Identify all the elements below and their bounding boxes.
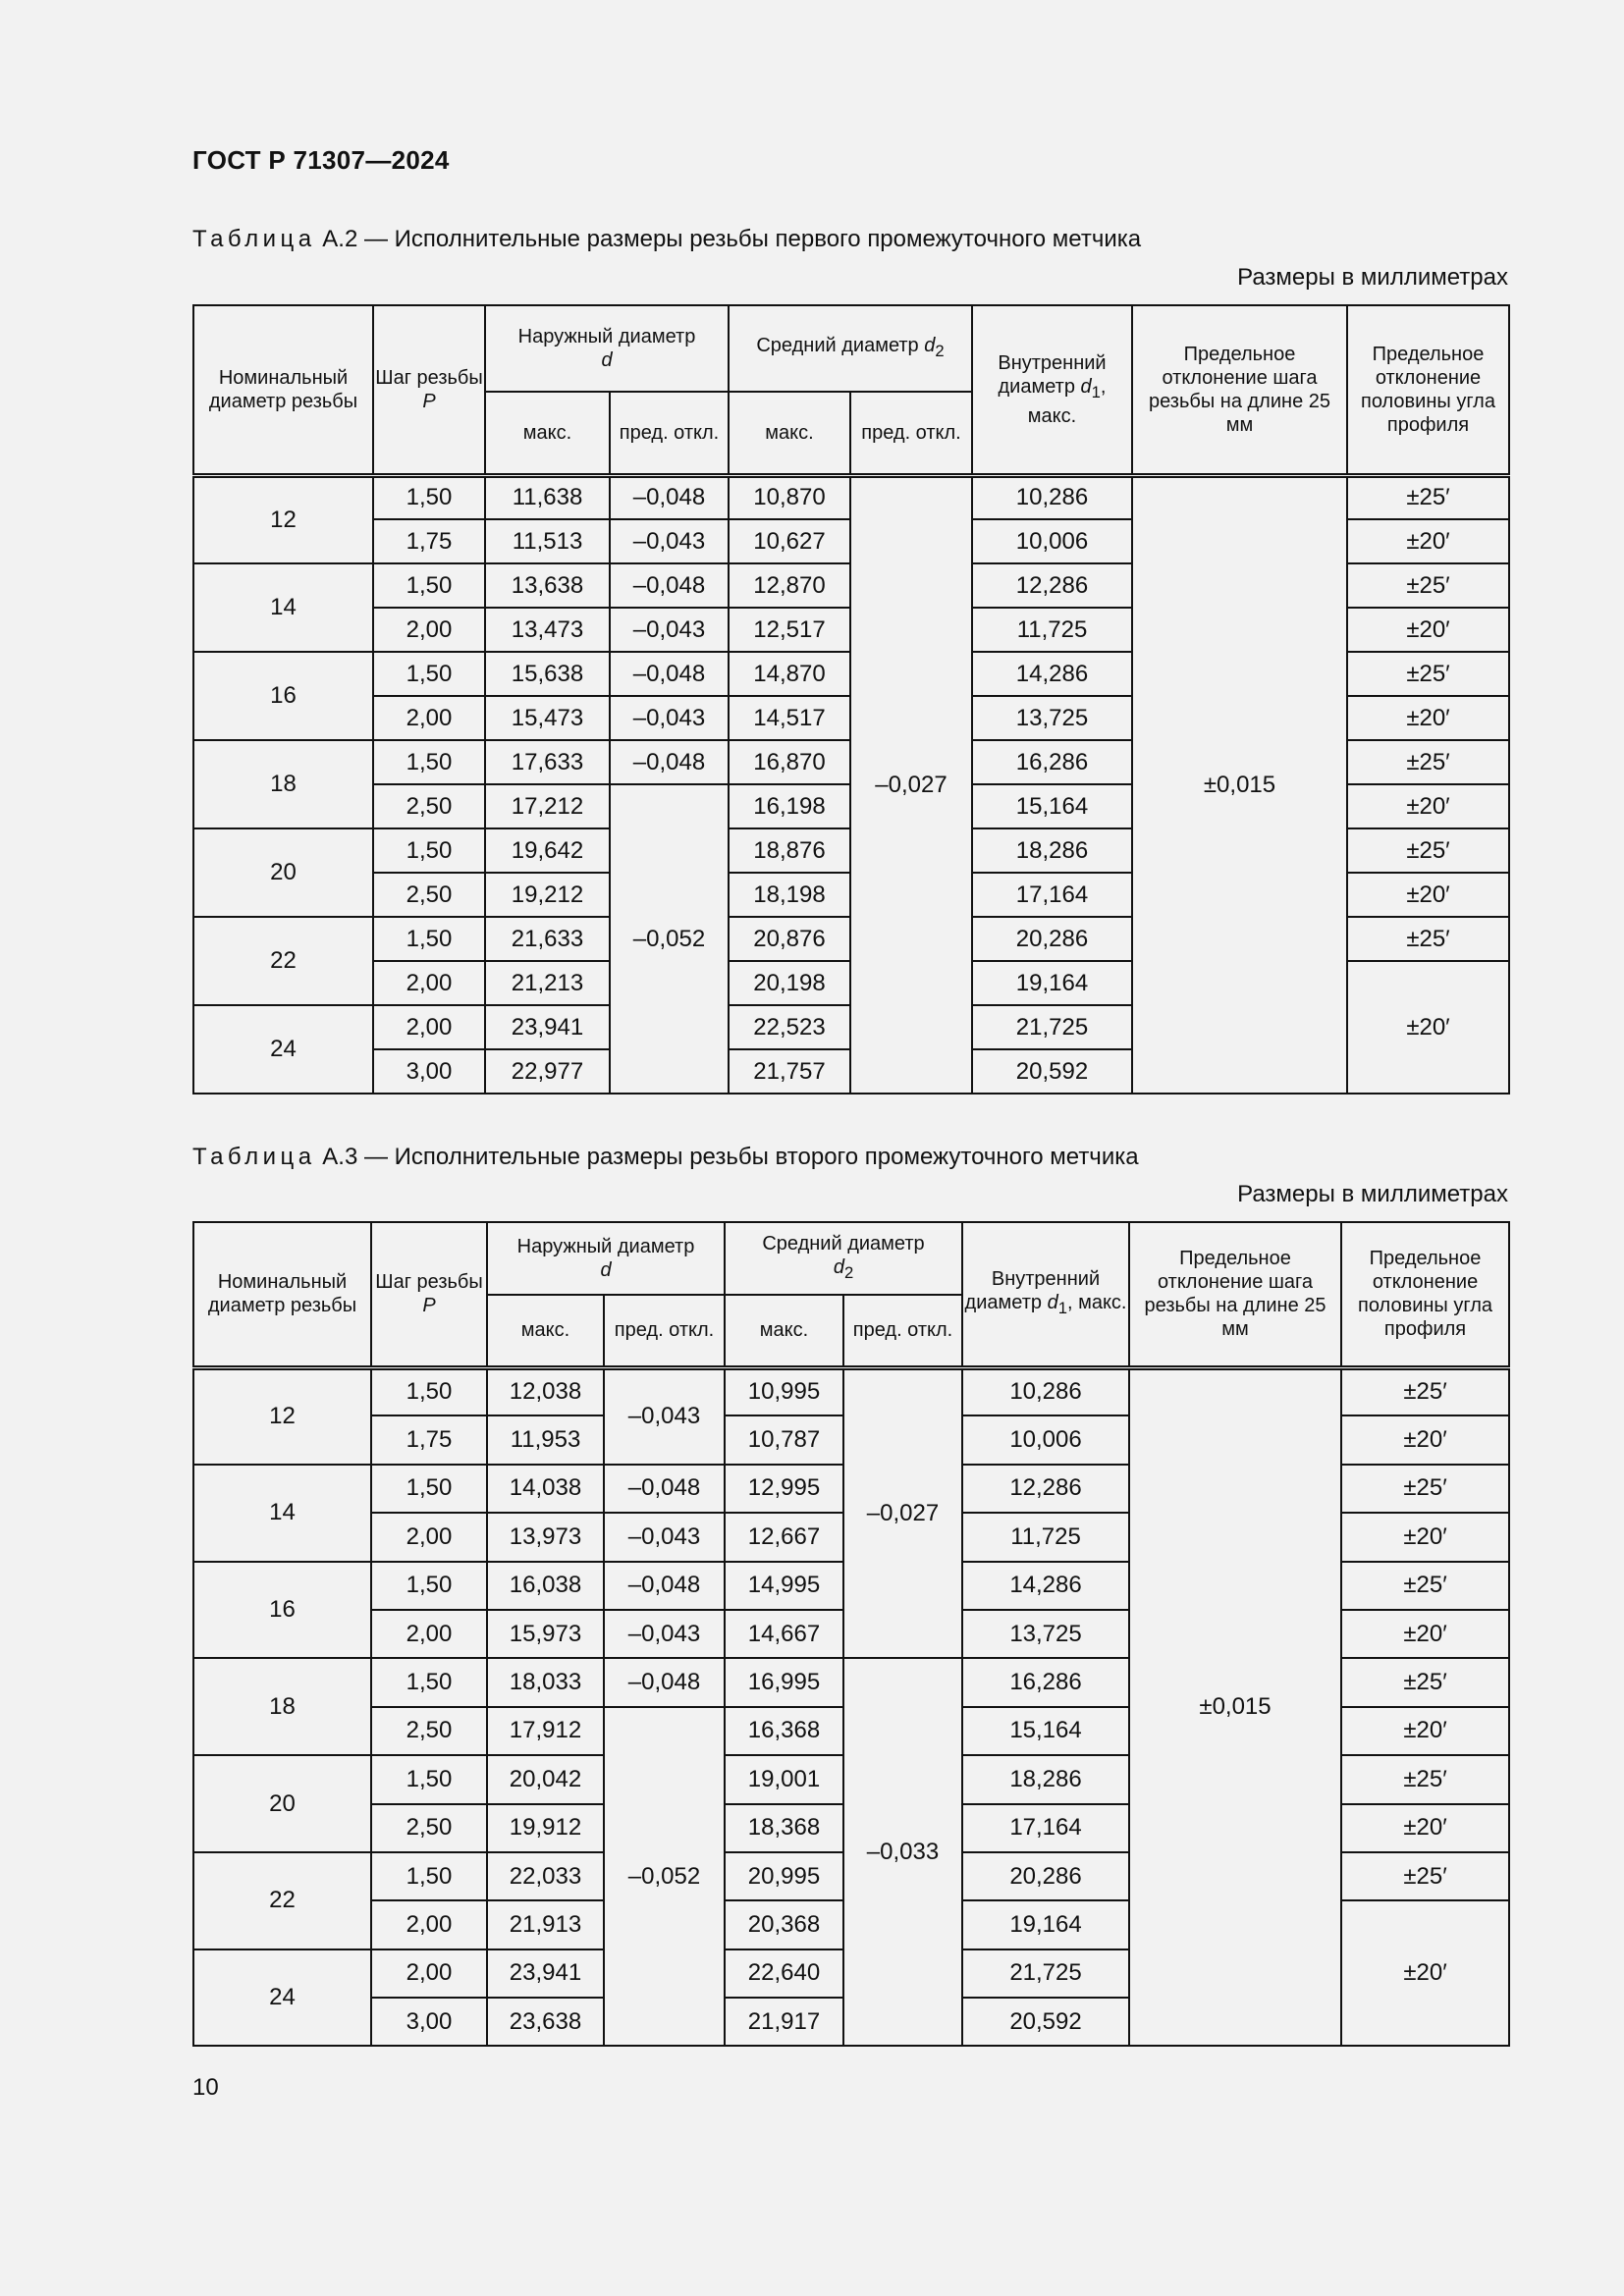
pitch-cell: 2,00 bbox=[373, 608, 485, 652]
mid-max-cell: 10,995 bbox=[725, 1367, 843, 1415]
inner-max-cell: 13,725 bbox=[962, 1610, 1129, 1658]
angle-dev-cell: ±25′ bbox=[1341, 1562, 1509, 1610]
nominal-cell: 24 bbox=[193, 1949, 371, 2047]
angle-dev-cell: ±25′ bbox=[1347, 740, 1509, 784]
pitch-cell: 1,50 bbox=[373, 828, 485, 873]
outer-dev-cell: –0,043 bbox=[604, 1610, 725, 1658]
outer-max-cell: 18,033 bbox=[487, 1658, 604, 1706]
pitch-cell: 2,00 bbox=[373, 1005, 485, 1049]
outer-dev-cell: –0,048 bbox=[604, 1562, 725, 1610]
header-inner-diameter: Внутренний диаметр $d_1$, макс. bbox=[972, 305, 1132, 475]
page-number: 10 bbox=[192, 2074, 219, 2101]
angle-dev-cell: ±20′ bbox=[1347, 961, 1509, 1094]
pitch-cell: 2,00 bbox=[373, 696, 485, 740]
pitch-cell: 1,50 bbox=[371, 1562, 487, 1610]
pitch-cell: 1,50 bbox=[373, 917, 485, 961]
inner-max-cell: 20,286 bbox=[972, 917, 1132, 961]
mid-max-cell: 18,876 bbox=[729, 828, 850, 873]
mid-max-cell: 14,517 bbox=[729, 696, 850, 740]
inner-max-cell: 12,286 bbox=[972, 563, 1132, 608]
nominal-cell: 16 bbox=[193, 652, 373, 740]
outer-dev-cell: –0,048 bbox=[610, 652, 729, 696]
inner-max-cell: 10,286 bbox=[972, 475, 1132, 519]
outer-max-cell: 19,642 bbox=[485, 828, 610, 873]
mid-max-cell: 10,870 bbox=[729, 475, 850, 519]
header-outer-dev: пред. откл. bbox=[610, 392, 729, 475]
inner-max-cell: 19,164 bbox=[972, 961, 1132, 1005]
header-outer-diameter: Наружный диаметр d bbox=[485, 305, 729, 392]
outer-dev-cell: –0,048 bbox=[610, 475, 729, 519]
inner-max-cell: 14,286 bbox=[972, 652, 1132, 696]
outer-max-cell: 21,633 bbox=[485, 917, 610, 961]
pitch-cell: 1,50 bbox=[373, 740, 485, 784]
outer-max-cell: 17,212 bbox=[485, 784, 610, 828]
pitch-cell: 1,50 bbox=[371, 1852, 487, 1900]
mid-dev-cell: –0,027 bbox=[850, 475, 972, 1094]
mid-max-cell: 16,198 bbox=[729, 784, 850, 828]
inner-max-cell: 10,006 bbox=[962, 1415, 1129, 1464]
angle-dev-cell: ±25′ bbox=[1347, 917, 1509, 961]
angle-dev-cell: ±25′ bbox=[1347, 828, 1509, 873]
angle-dev-cell: ±25′ bbox=[1347, 563, 1509, 608]
pitch-dev-cell: ±0,015 bbox=[1132, 475, 1347, 1094]
mid-max-cell: 14,667 bbox=[725, 1610, 843, 1658]
angle-dev-cell: ±20′ bbox=[1347, 873, 1509, 917]
outer-dev-cell: –0,048 bbox=[610, 563, 729, 608]
header-pitch: Шаг резьбы P bbox=[373, 305, 485, 475]
outer-dev-cell: –0,043 bbox=[610, 519, 729, 563]
angle-dev-cell: ±20′ bbox=[1347, 608, 1509, 652]
inner-max-cell: 16,286 bbox=[972, 740, 1132, 784]
inner-max-cell: 10,286 bbox=[962, 1367, 1129, 1415]
angle-dev-cell: ±25′ bbox=[1341, 1465, 1509, 1513]
nominal-cell: 18 bbox=[193, 740, 373, 828]
mid-max-cell: 21,917 bbox=[725, 1998, 843, 2046]
pitch-cell: 1,50 bbox=[373, 475, 485, 519]
header-pitch-deviation: Предельное отклонение шага резьбы на длине 25 мм bbox=[1132, 305, 1347, 475]
pitch-cell: 1,50 bbox=[371, 1658, 487, 1706]
pitch-dev-cell: ±0,015 bbox=[1129, 1367, 1341, 2046]
table-row bbox=[193, 475, 1509, 519]
outer-max-cell: 19,212 bbox=[485, 873, 610, 917]
header-middle-max: макс. bbox=[725, 1295, 843, 1367]
outer-max-cell: 15,973 bbox=[487, 1610, 604, 1658]
pitch-cell: 2,50 bbox=[373, 873, 485, 917]
inner-max-cell: 17,164 bbox=[962, 1804, 1129, 1852]
outer-max-cell: 17,633 bbox=[485, 740, 610, 784]
mid-max-cell: 20,198 bbox=[729, 961, 850, 1005]
pitch-cell: 1,75 bbox=[371, 1415, 487, 1464]
inner-max-cell: 15,164 bbox=[962, 1707, 1129, 1755]
inner-max-cell: 13,725 bbox=[972, 696, 1132, 740]
angle-dev-cell: ±20′ bbox=[1347, 696, 1509, 740]
nominal-cell: 20 bbox=[193, 1755, 371, 1852]
header-nominal-diameter: Номинальный диаметр резьбы bbox=[193, 1222, 371, 1367]
outer-max-cell: 14,038 bbox=[487, 1465, 604, 1513]
outer-max-cell: 13,973 bbox=[487, 1513, 604, 1561]
mid-max-cell: 19,001 bbox=[725, 1755, 843, 1803]
header-pitch-deviation: Предельное отклонение шага резьбы на длине 25 мм bbox=[1129, 1222, 1341, 1367]
outer-max-cell: 23,638 bbox=[487, 1998, 604, 2046]
outer-dev-cell: –0,052 bbox=[604, 1707, 725, 2047]
pitch-cell: 3,00 bbox=[373, 1049, 485, 1094]
table-a2-caption: Таблица А.2 — Исполнительные размеры резьбы первого промежуточного метчика bbox=[192, 226, 1142, 252]
mid-max-cell: 12,995 bbox=[725, 1465, 843, 1513]
angle-dev-cell: ±20′ bbox=[1341, 1415, 1509, 1464]
inner-max-cell: 21,725 bbox=[962, 1949, 1129, 1998]
mid-max-cell: 20,995 bbox=[725, 1852, 843, 1900]
nominal-cell: 12 bbox=[193, 1367, 371, 1465]
outer-dev-cell: –0,043 bbox=[604, 1367, 725, 1465]
mid-max-cell: 22,523 bbox=[729, 1005, 850, 1049]
pitch-cell: 3,00 bbox=[371, 1998, 487, 2046]
table-a3-caption: Таблица А.3 — Исполнительные размеры резьбы второго промежуточного метчика bbox=[192, 1144, 1139, 1170]
angle-dev-cell: ±20′ bbox=[1341, 1900, 1509, 2046]
outer-max-cell: 15,473 bbox=[485, 696, 610, 740]
mid-max-cell: 12,667 bbox=[725, 1513, 843, 1561]
header-middle-diameter: Средний диаметр $d_2$ bbox=[725, 1222, 962, 1295]
header-nominal-diameter: Номинальный диаметр резьбы bbox=[193, 305, 373, 475]
outer-max-cell: 12,038 bbox=[487, 1367, 604, 1415]
mid-max-cell: 10,627 bbox=[729, 519, 850, 563]
mid-max-cell: 18,368 bbox=[725, 1804, 843, 1852]
outer-dev-cell: –0,048 bbox=[604, 1658, 725, 1706]
table-row bbox=[193, 1367, 1509, 1415]
outer-dev-cell: –0,052 bbox=[610, 784, 729, 1094]
outer-max-cell: 13,638 bbox=[485, 563, 610, 608]
mid-max-cell: 12,517 bbox=[729, 608, 850, 652]
outer-max-cell: 21,913 bbox=[487, 1900, 604, 1949]
inner-max-cell: 11,725 bbox=[962, 1513, 1129, 1561]
inner-max-cell: 19,164 bbox=[962, 1900, 1129, 1949]
mid-max-cell: 10,787 bbox=[725, 1415, 843, 1464]
mid-max-cell: 12,870 bbox=[729, 563, 850, 608]
outer-max-cell: 23,941 bbox=[487, 1949, 604, 1998]
outer-max-cell: 23,941 bbox=[485, 1005, 610, 1049]
nominal-cell: 14 bbox=[193, 563, 373, 652]
mid-max-cell: 20,368 bbox=[725, 1900, 843, 1949]
mid-max-cell: 16,870 bbox=[729, 740, 850, 784]
mid-dev-cell: –0,027 bbox=[843, 1367, 962, 1658]
pitch-cell: 2,00 bbox=[373, 961, 485, 1005]
pitch-cell: 2,00 bbox=[371, 1610, 487, 1658]
inner-max-cell: 20,592 bbox=[962, 1998, 1129, 2046]
outer-dev-cell: –0,048 bbox=[604, 1465, 725, 1513]
pitch-cell: 2,00 bbox=[371, 1900, 487, 1949]
header-outer-max: макс. bbox=[485, 392, 610, 475]
angle-dev-cell: ±25′ bbox=[1347, 652, 1509, 696]
pitch-cell: 1,50 bbox=[371, 1367, 487, 1415]
outer-dev-cell: –0,048 bbox=[610, 740, 729, 784]
inner-max-cell: 12,286 bbox=[962, 1465, 1129, 1513]
angle-dev-cell: ±25′ bbox=[1341, 1755, 1509, 1803]
inner-max-cell: 10,006 bbox=[972, 519, 1132, 563]
pitch-cell: 2,50 bbox=[373, 784, 485, 828]
table-a3-units: Размеры в миллиметрах bbox=[1237, 1181, 1508, 1207]
inner-max-cell: 14,286 bbox=[962, 1562, 1129, 1610]
header-outer-dev: пред. откл. bbox=[604, 1295, 725, 1367]
outer-max-cell: 19,912 bbox=[487, 1804, 604, 1852]
header-angle-deviation: Предельное отклонение половины угла профиля bbox=[1341, 1222, 1509, 1367]
outer-dev-cell: –0,043 bbox=[610, 696, 729, 740]
table-a3 bbox=[192, 1221, 1510, 2047]
nominal-cell: 20 bbox=[193, 828, 373, 917]
header-inner-diameter: Внутренний диаметр $d_1$, макс. bbox=[962, 1222, 1129, 1367]
nominal-cell: 24 bbox=[193, 1005, 373, 1094]
outer-max-cell: 13,473 bbox=[485, 608, 610, 652]
pitch-cell: 1,75 bbox=[373, 519, 485, 563]
outer-max-cell: 22,033 bbox=[487, 1852, 604, 1900]
table-a2-units: Размеры в миллиметрах bbox=[1237, 264, 1508, 291]
outer-max-cell: 11,953 bbox=[487, 1415, 604, 1464]
document-title: ГОСТ Р 71307—2024 bbox=[192, 145, 450, 175]
outer-dev-cell: –0,043 bbox=[610, 608, 729, 652]
inner-max-cell: 16,286 bbox=[962, 1658, 1129, 1706]
header-outer-diameter: Наружный диаметр d bbox=[487, 1222, 725, 1295]
pitch-cell: 2,00 bbox=[371, 1949, 487, 1998]
inner-max-cell: 20,592 bbox=[972, 1049, 1132, 1094]
angle-dev-cell: ±25′ bbox=[1341, 1367, 1509, 1415]
outer-max-cell: 16,038 bbox=[487, 1562, 604, 1610]
header-middle-dev: пред. откл. bbox=[850, 392, 972, 475]
angle-dev-cell: ±20′ bbox=[1341, 1513, 1509, 1561]
inner-max-cell: 18,286 bbox=[972, 828, 1132, 873]
mid-max-cell: 14,995 bbox=[725, 1562, 843, 1610]
outer-max-cell: 21,213 bbox=[485, 961, 610, 1005]
mid-max-cell: 16,995 bbox=[725, 1658, 843, 1706]
outer-max-cell: 22,977 bbox=[485, 1049, 610, 1094]
angle-dev-cell: ±20′ bbox=[1347, 519, 1509, 563]
inner-max-cell: 21,725 bbox=[972, 1005, 1132, 1049]
header-pitch: Шаг резьбы P bbox=[371, 1222, 487, 1367]
outer-max-cell: 11,638 bbox=[485, 475, 610, 519]
angle-dev-cell: ±20′ bbox=[1341, 1610, 1509, 1658]
inner-max-cell: 11,725 bbox=[972, 608, 1132, 652]
outer-max-cell: 17,912 bbox=[487, 1707, 604, 1755]
header-angle-deviation: Предельное отклонение половины угла профиля bbox=[1347, 305, 1509, 475]
nominal-cell: 12 bbox=[193, 475, 373, 563]
inner-max-cell: 18,286 bbox=[962, 1755, 1129, 1803]
pitch-cell: 1,50 bbox=[371, 1465, 487, 1513]
header-middle-max: макс. bbox=[729, 392, 850, 475]
table-a2 bbox=[192, 304, 1510, 1095]
nominal-cell: 22 bbox=[193, 1852, 371, 1949]
header-middle-diameter: Средний диаметр $d_2$ bbox=[729, 305, 972, 392]
nominal-cell: 14 bbox=[193, 1465, 371, 1562]
mid-max-cell: 20,876 bbox=[729, 917, 850, 961]
mid-max-cell: 16,368 bbox=[725, 1707, 843, 1755]
outer-max-cell: 15,638 bbox=[485, 652, 610, 696]
pitch-cell: 1,50 bbox=[371, 1755, 487, 1803]
outer-dev-cell: –0,043 bbox=[604, 1513, 725, 1561]
angle-dev-cell: ±25′ bbox=[1341, 1852, 1509, 1900]
nominal-cell: 18 bbox=[193, 1658, 371, 1755]
angle-dev-cell: ±20′ bbox=[1341, 1804, 1509, 1852]
pitch-cell: 1,50 bbox=[373, 652, 485, 696]
mid-max-cell: 18,198 bbox=[729, 873, 850, 917]
mid-max-cell: 14,870 bbox=[729, 652, 850, 696]
nominal-cell: 16 bbox=[193, 1562, 371, 1659]
pitch-cell: 2,00 bbox=[371, 1513, 487, 1561]
angle-dev-cell: ±20′ bbox=[1341, 1707, 1509, 1755]
pitch-cell: 2,50 bbox=[371, 1804, 487, 1852]
header-middle-dev: пред. откл. bbox=[843, 1295, 962, 1367]
pitch-cell: 2,50 bbox=[371, 1707, 487, 1755]
nominal-cell: 22 bbox=[193, 917, 373, 1005]
header-outer-max: макс. bbox=[487, 1295, 604, 1367]
angle-dev-cell: ±20′ bbox=[1347, 784, 1509, 828]
angle-dev-cell: ±25′ bbox=[1341, 1658, 1509, 1706]
mid-max-cell: 22,640 bbox=[725, 1949, 843, 1998]
inner-max-cell: 20,286 bbox=[962, 1852, 1129, 1900]
mid-max-cell: 21,757 bbox=[729, 1049, 850, 1094]
inner-max-cell: 15,164 bbox=[972, 784, 1132, 828]
outer-max-cell: 11,513 bbox=[485, 519, 610, 563]
pitch-cell: 1,50 bbox=[373, 563, 485, 608]
mid-dev-cell: –0,033 bbox=[843, 1658, 962, 2046]
angle-dev-cell: ±25′ bbox=[1347, 475, 1509, 519]
outer-max-cell: 20,042 bbox=[487, 1755, 604, 1803]
inner-max-cell: 17,164 bbox=[972, 873, 1132, 917]
